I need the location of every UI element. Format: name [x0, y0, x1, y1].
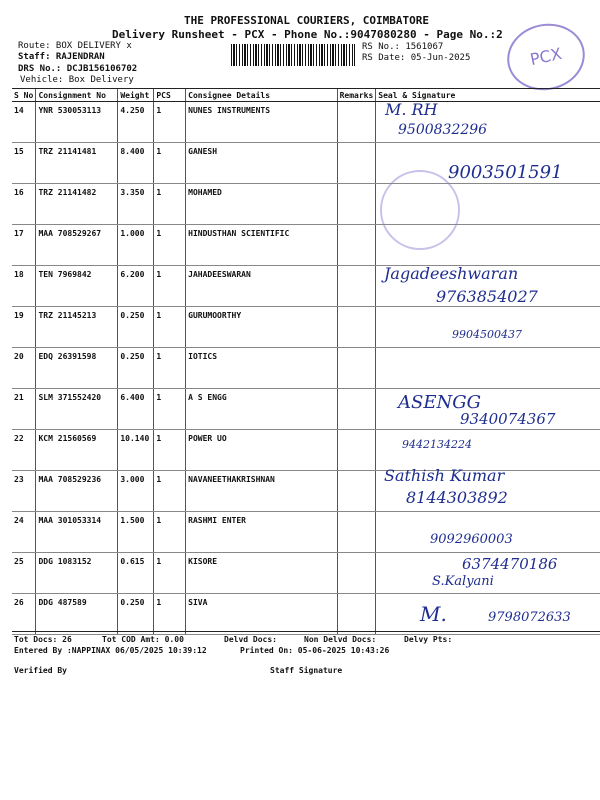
col-consignment: Consignment No: [36, 89, 118, 102]
cell-sno: 14: [12, 102, 36, 143]
cell-weight: 0.615: [118, 553, 154, 594]
staff-label: Staff: RAJENDRAN: [18, 52, 105, 62]
cell-signature: [376, 184, 600, 225]
rs-number: RS No.: 1561067: [362, 42, 444, 52]
cell-consignee: KISORE: [186, 553, 337, 594]
signature-text: M. RH: [385, 100, 438, 119]
signature-phone: 9763854027: [436, 287, 538, 306]
cell-consignee: RASHMI ENTER: [186, 512, 337, 553]
table-row: [12, 430, 600, 471]
signature-text: S.Kalyani: [432, 574, 494, 589]
signature-text: Sathish Kumar: [384, 466, 505, 485]
signature-phone: 6374470186: [462, 555, 558, 573]
cell-remarks: [337, 512, 376, 553]
cell-remarks: [337, 471, 376, 512]
col-sno: S No: [12, 89, 36, 102]
drs-label: DRS No.: DCJB156106702: [18, 64, 138, 74]
table-header-row: [12, 89, 600, 102]
pcx-stamp: PCX: [501, 17, 591, 98]
delivered-docs: Delvd Docs:: [224, 635, 277, 644]
cell-remarks: [337, 430, 376, 471]
cell-remarks: [337, 307, 376, 348]
cell-remarks: [337, 184, 376, 225]
cell-consignment: DDG 1083152: [36, 553, 118, 594]
table-row: [12, 225, 600, 266]
cell-sno: 16: [12, 184, 36, 225]
cell-pcs: 1: [154, 225, 186, 266]
cell-weight: 6.400: [118, 389, 154, 430]
cell-sno: 21: [12, 389, 36, 430]
cell-consignee: NUNES INSTRUMENTS: [186, 102, 337, 143]
cell-weight: 0.250: [118, 348, 154, 389]
cell-weight: 4.250: [118, 102, 154, 143]
cell-pcs: 1: [154, 143, 186, 184]
cell-remarks: [337, 348, 376, 389]
signature-phone: 8144303892: [406, 488, 508, 507]
col-weight: Weight: [118, 89, 154, 102]
entered-by: Entered By :NAPPINAX 06/05/2025 10:39:12: [14, 646, 207, 655]
cell-pcs: 1: [154, 594, 186, 635]
cell-weight: 1.000: [118, 225, 154, 266]
cell-weight: 6.200: [118, 266, 154, 307]
cell-signature: [376, 348, 600, 389]
barcode: [231, 44, 355, 66]
cell-pcs: 1: [154, 553, 186, 594]
signature-phone: 9500832296: [398, 122, 488, 138]
cell-sno: 25: [12, 553, 36, 594]
cell-consignee: JAHADEESWARAN: [186, 266, 337, 307]
cell-consignee: IOTICS: [186, 348, 337, 389]
cell-weight: 10.140: [118, 430, 154, 471]
cell-sno: 20: [12, 348, 36, 389]
signature-phone: 9904500437: [452, 328, 522, 341]
vehicle-label: Vehicle: Box Delivery: [20, 75, 134, 85]
cell-consignee: GURUMOORTHY: [186, 307, 337, 348]
cell-sno: 19: [12, 307, 36, 348]
cell-sno: 24: [12, 512, 36, 553]
cell-consignment: TEN 7969842: [36, 266, 118, 307]
cell-sno: 22: [12, 430, 36, 471]
cell-pcs: 1: [154, 307, 186, 348]
cell-consignment: MAA 301053314: [36, 512, 118, 553]
cell-signature: [376, 307, 600, 348]
signature-phone: 9003501591: [448, 162, 563, 183]
cell-weight: 1.500: [118, 512, 154, 553]
printed-on: Printed On: 05-06-2025 10:43:26: [240, 646, 390, 655]
signature-phone: 9798072633: [488, 610, 571, 625]
cell-consignment: MAA 708529236: [36, 471, 118, 512]
cell-weight: 3.000: [118, 471, 154, 512]
cell-pcs: 1: [154, 471, 186, 512]
cell-sno: 15: [12, 143, 36, 184]
cell-remarks: [337, 266, 376, 307]
cell-consignee: SIVA: [186, 594, 337, 635]
cell-pcs: 1: [154, 512, 186, 553]
verified-by: Verified By: [14, 666, 67, 675]
cell-signature: [376, 225, 600, 266]
table-row: [12, 307, 600, 348]
cell-weight: 0.250: [118, 307, 154, 348]
cell-sno: 17: [12, 225, 36, 266]
cell-pcs: 1: [154, 266, 186, 307]
total-docs: Tot Docs: 26: [14, 635, 72, 644]
col-pcs: PCS: [154, 89, 186, 102]
rs-date: RS Date: 05-Jun-2025: [362, 53, 471, 63]
company-name: THE PROFESSIONAL COURIERS, COIMBATORE: [184, 14, 430, 27]
cell-remarks: [337, 225, 376, 266]
cell-pcs: 1: [154, 389, 186, 430]
cell-weight: 8.400: [118, 143, 154, 184]
route-label: Route: BOX DELIVERY x: [18, 41, 132, 51]
cell-consignee: A S ENGG: [186, 389, 337, 430]
non-delivered-docs: Non Delvd Docs:: [304, 635, 377, 644]
staff-signature: Staff Signature: [270, 666, 343, 675]
signature-text: Jagadeeshwaran: [384, 264, 519, 283]
cell-remarks: [337, 594, 376, 635]
table-row: [12, 184, 600, 225]
cell-consignee: POWER UO: [186, 430, 337, 471]
table-row: [12, 471, 600, 512]
cell-weight: 0.250: [118, 594, 154, 635]
cell-pcs: 1: [154, 184, 186, 225]
cell-consignment: DDG 487589: [36, 594, 118, 635]
cell-pcs: 1: [154, 102, 186, 143]
cell-sno: 18: [12, 266, 36, 307]
cell-consignment: MAA 708529267: [36, 225, 118, 266]
cell-remarks: [337, 102, 376, 143]
signature-text: ASENGG: [398, 392, 481, 413]
signature-phone: 9092960003: [430, 532, 513, 547]
cell-remarks: [337, 389, 376, 430]
cell-pcs: 1: [154, 348, 186, 389]
total-cod: Tot COD Amt: 0.00: [102, 635, 184, 644]
cell-sno: 23: [12, 471, 36, 512]
cell-weight: 3.350: [118, 184, 154, 225]
cell-consignment: TRZ 21145213: [36, 307, 118, 348]
cell-consignment: TRZ 21141481: [36, 143, 118, 184]
col-signature: Seal & Signature: [376, 89, 600, 102]
cell-consignment: TRZ 21141482: [36, 184, 118, 225]
table-row: [12, 348, 600, 389]
cell-consignment: KCM 21560569: [36, 430, 118, 471]
footer-divider: [12, 631, 600, 632]
cell-consignment: YNR 530053113: [36, 102, 118, 143]
signature-mark: M.: [420, 602, 447, 626]
col-remarks: Remarks: [337, 89, 376, 102]
cell-consignee: NAVANEETHAKRISHNAN: [186, 471, 337, 512]
cell-remarks: [337, 553, 376, 594]
cell-remarks: [337, 143, 376, 184]
cell-consignee: GANESH: [186, 143, 337, 184]
cell-consignee: HINDUSTHAN SCIENTIFIC: [186, 225, 337, 266]
signature-phone: 9340074367: [460, 410, 556, 428]
delivery-points: Delvy Pts:: [404, 635, 453, 644]
cell-consignment: SLM 371552420: [36, 389, 118, 430]
col-consignee: Consignee Details: [186, 89, 337, 102]
cell-consignee: MOHAMED: [186, 184, 337, 225]
cell-consignment: EDQ 26391598: [36, 348, 118, 389]
cell-sno: 26: [12, 594, 36, 635]
signature-phone: 9442134224: [402, 438, 472, 451]
cell-pcs: 1: [154, 430, 186, 471]
table-row: [12, 102, 600, 143]
sheet-title: Delivery Runsheet - PCX - Phone No.:9047080280 - Page No.:2: [112, 28, 503, 41]
